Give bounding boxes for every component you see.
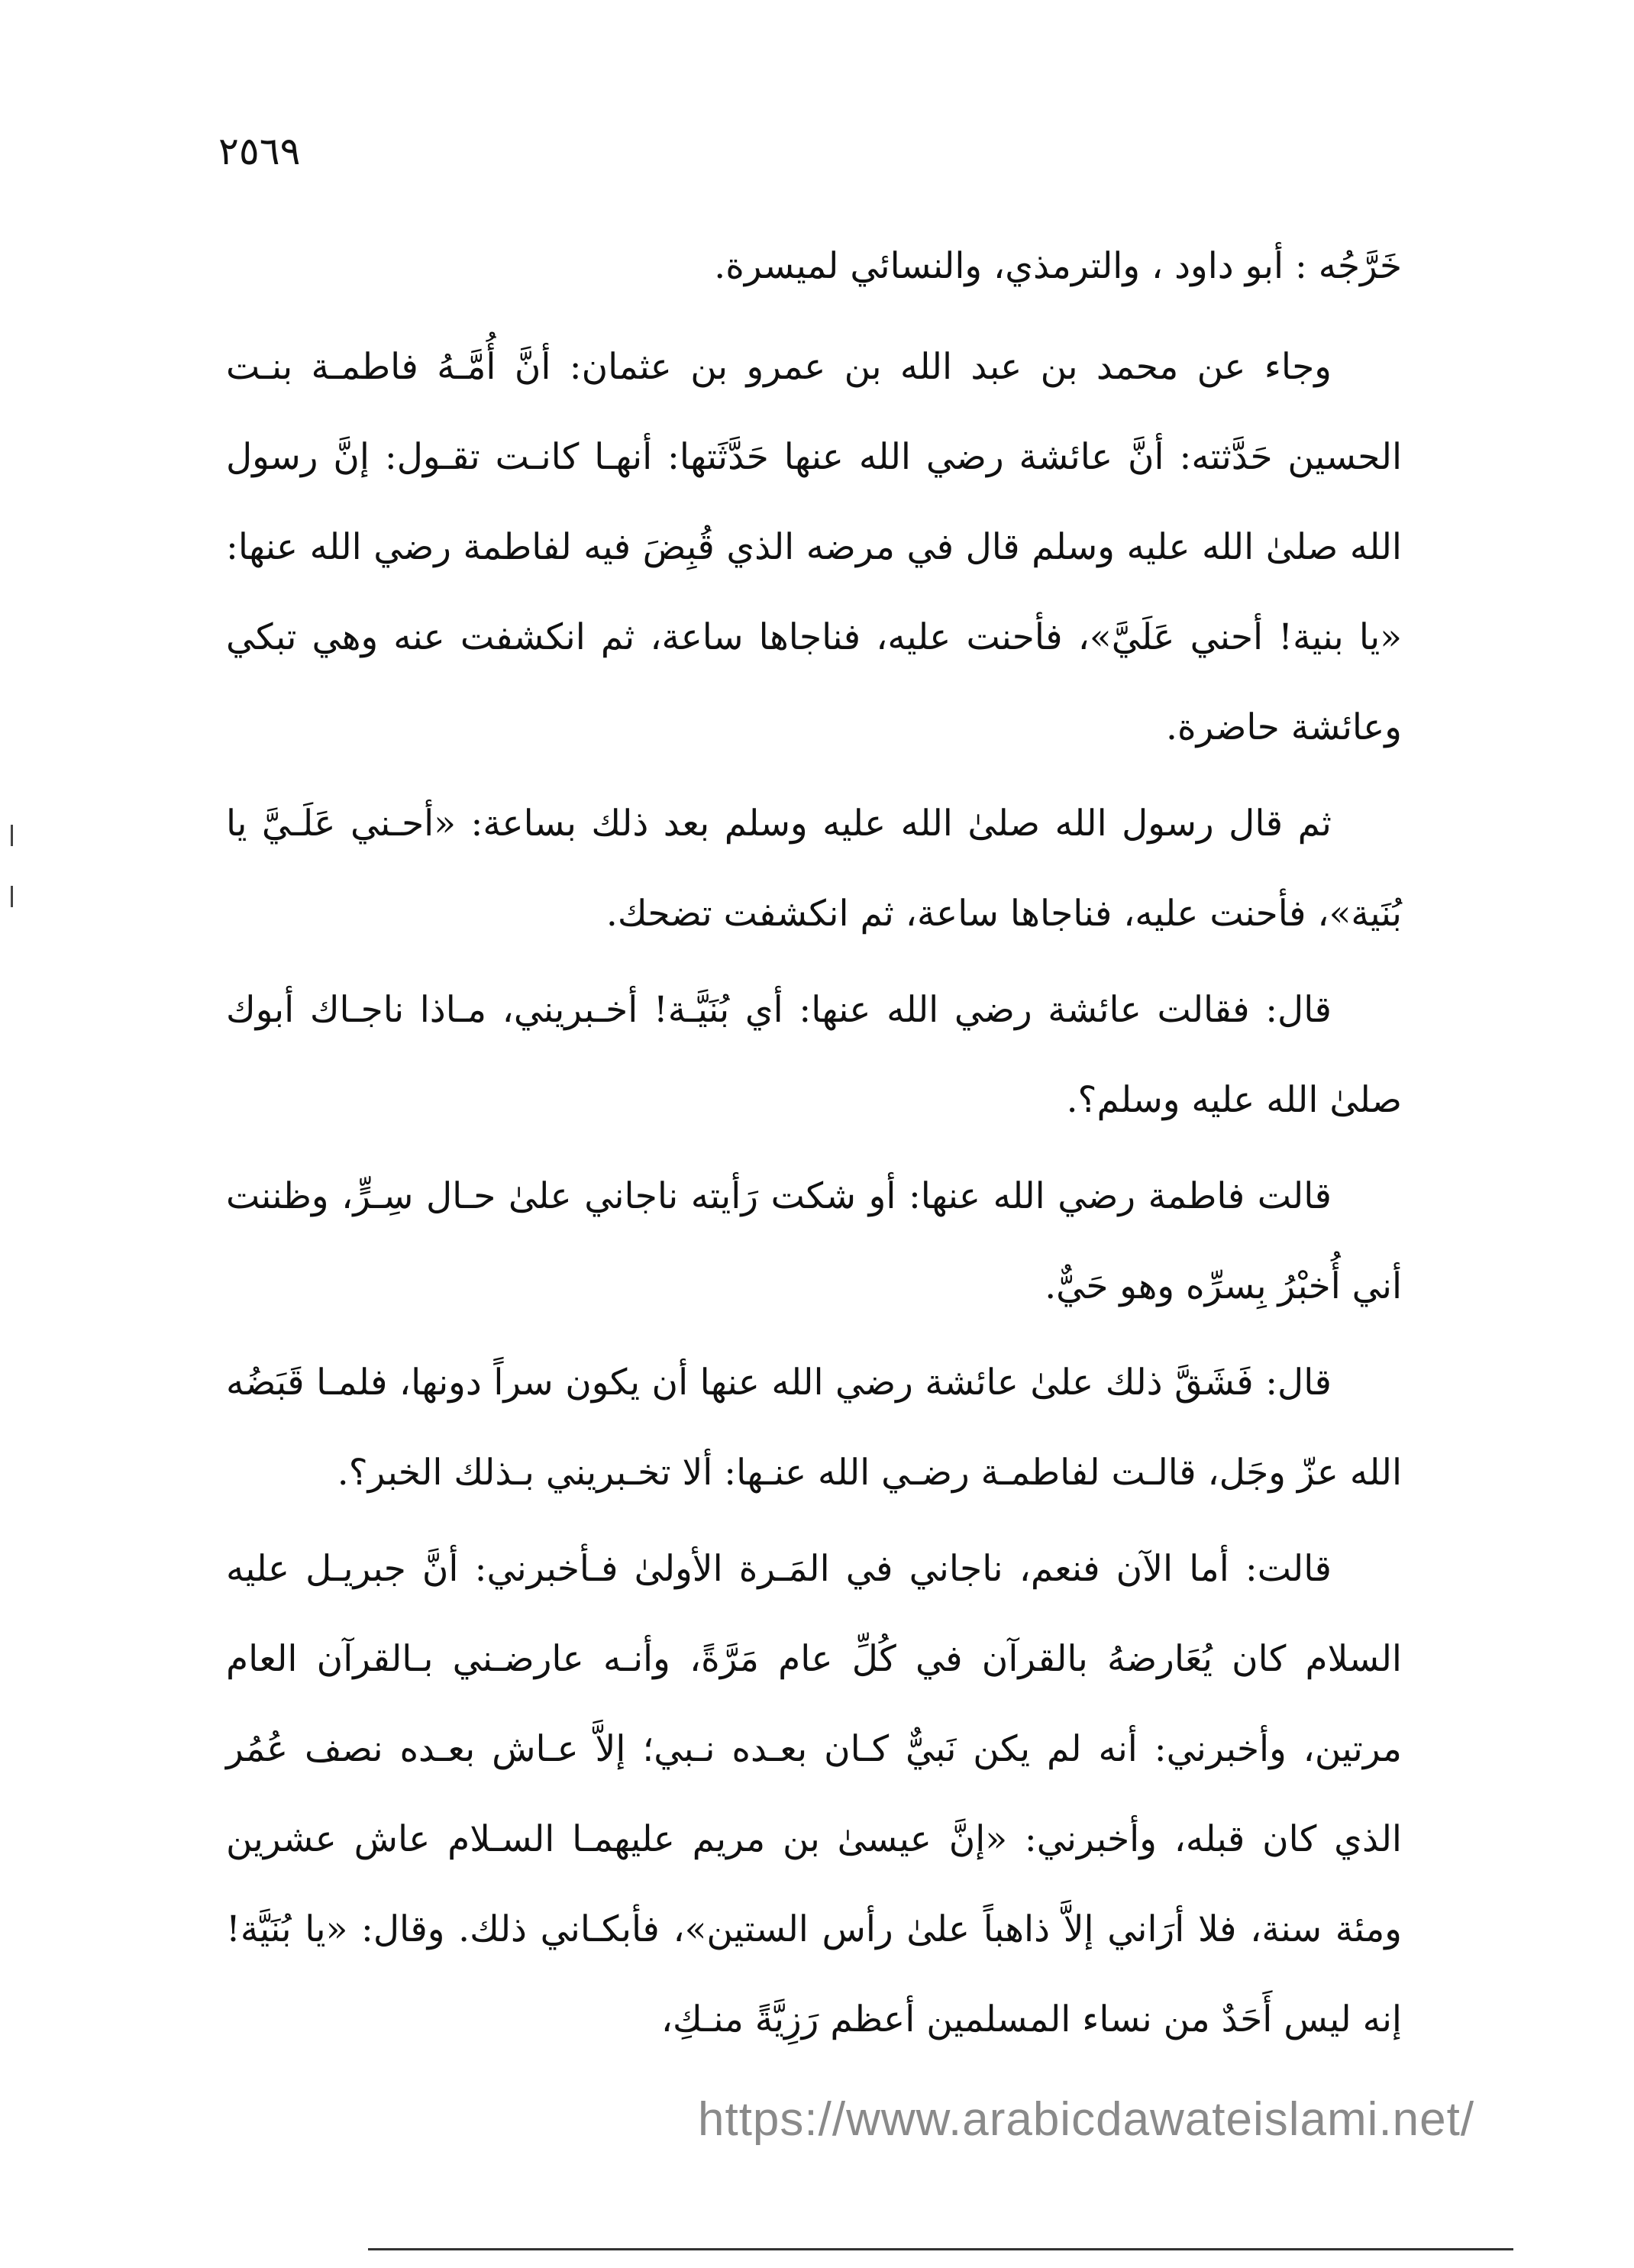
bottom-rule xyxy=(368,2248,1513,2250)
paragraph-7: قالت: أما الآن فنعم، ناجاني في المَـرة الأولىٰ فـأخبرني: أنَّ جبريـل عليه السلام كان يُعَارضهُ بالقرآن في كُلِّ عام مَرَّةً، وأنـه عارضـني بـالقرآن العام مرتين، وأخبرني: أنه لم يكن نَبيٌّ كـان بعـده نـبي؛ إلاَّ عـاش بعـده نصف عُمُر الذي كان قبله، وأخبرني: «إنَّ عيسىٰ بن مريم عليهمـا السـلام عاش عشرين ومئة سنة، فلا أرَاني إلاَّ ذاهباً علىٰ رأس الستين»، فأبكـاني ذلك. وقال: «يا بُنَيَّة! إنه ليس أَحَدٌ من نساء المسلمين أعظم رَزِيَّةً منـكِ، xyxy=(226,1548,1402,2040)
paragraph-6: قال: فَشَقَّ ذلك علىٰ عائشة رضي الله عنها أن يكون سراً دونها، فلمـا قَبَضُه الله عزّ وجَل، قالـت لفاطمـة رضـي الله عنـها: ألا تخـبريني بـذلك الخبر؟. xyxy=(226,1362,1402,1494)
margin-mark-top xyxy=(11,825,13,846)
margin-mark-bottom xyxy=(11,886,13,907)
paragraph-4: قال: فقالت عائشة رضي الله عنها: أي بُنَيَّـة! أخـبريني، مـاذا ناجـاك أبوك صلىٰ الله عليه وسلم؟. xyxy=(226,989,1402,1121)
watermark-url[interactable]: https://www.arabicdawateislami.net/ xyxy=(698,2093,1475,2146)
page-content xyxy=(226,221,1402,2065)
paragraph-1: خَرَّجُه : أبو داود ، والترمذي، والنسائي لميسرة. xyxy=(714,245,1402,287)
paragraph-5: قالت فاطمة رضي الله عنها: أو شكت رَأيته ناجاني علىٰ حـال سِـرٍّ، وظننت أني أُخبْرُ بِسرِّه وهو حَيٌّ. xyxy=(226,1175,1402,1307)
paragraph-2: وجاء عن محمد بن عبد الله بن عمرو بن عثمان: أنَّ أُمَّـهُ فاطمـة بنـت الحسين حَدَّثته: أنَّ عائشة رضي الله عنها حَدَّثَتها: أنهـا كانـت تقـول: إنَّ رسول الله صلىٰ الله عليه وسلم قال في مرضه الذي قُبِضَ فيه لفاطمة رضي الله عنها: «يا بنية! أحني عَلَيَّ»، فأحنت عليه، فناجاها ساعة، ثم انكشفت عنه وهي تبكي وعائشة حاضرة. xyxy=(226,346,1402,748)
paragraph-3: ثم قال رسول الله صلىٰ الله عليه وسلم بعد ذلك بساعة: «أحـني عَلَـيَّ يا بُنَية»، فأحنت عليه، فناجاها ساعة، ثم انكشفت تضحك. xyxy=(226,803,1402,935)
page-number: ٢٥٦٩ xyxy=(218,129,301,173)
